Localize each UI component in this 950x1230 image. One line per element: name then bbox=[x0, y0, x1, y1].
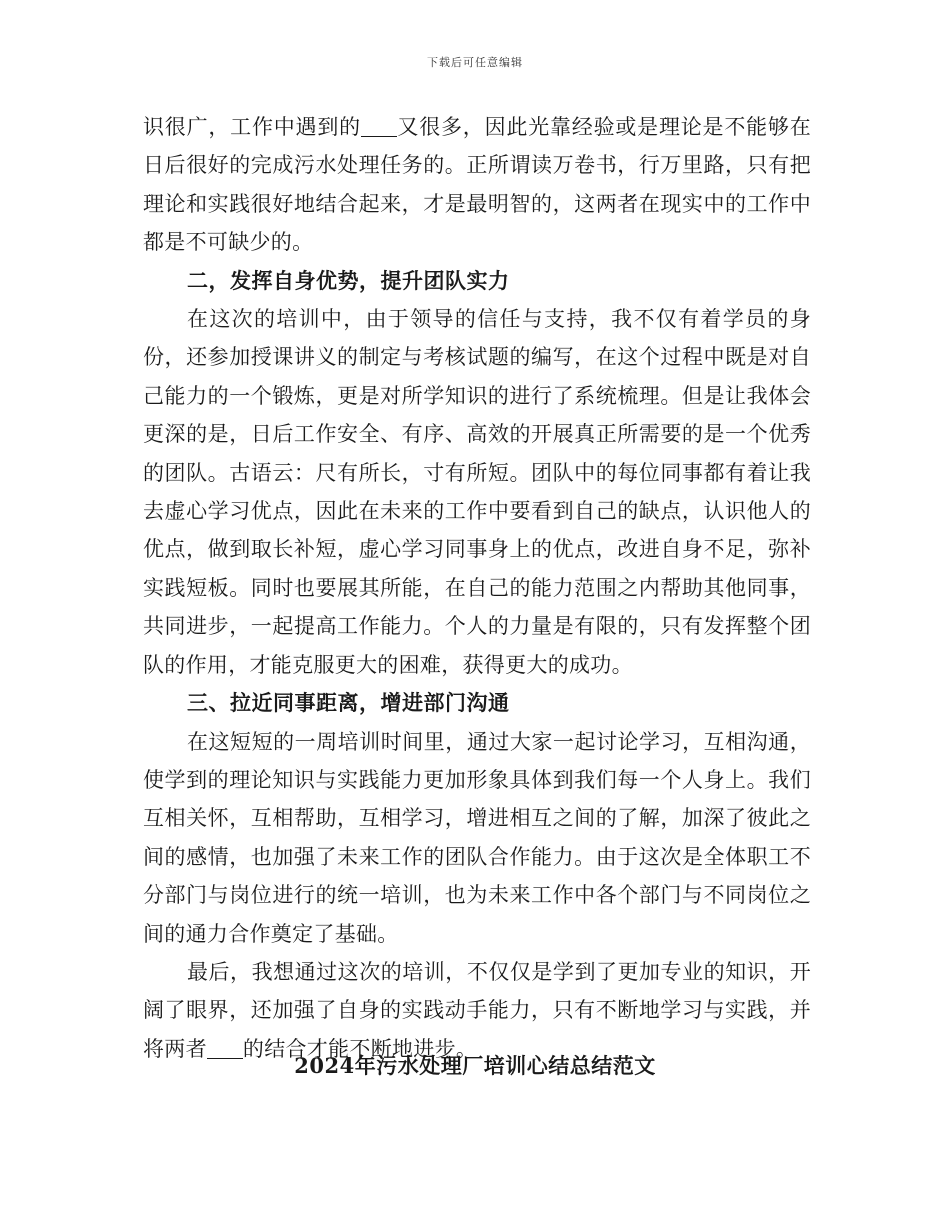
document-body bbox=[143, 108, 811, 1068]
paragraph-2: 在这次的培训中，由于领导的信任与支持，我不仅有着学员的身份，还参加授课讲义的制定与考核试题的编写，在这个过程中既是对自己能力的一个锻炼，更是对所学知识的进行了系统梳理。但是让我体会更深的是，日后工作安全、有序、高效的开展真正所需要的是一个优秀的团队。古语云：尺有所长，寸有所短。团队中的每位同事都有着让我去虚心学习优点，因此在未来的工作中要看到自己的缺点，认识他人的优点，做到取长补短，虚心学习同事身上的优点，改进自身不足，弥补实践短板。同时也要展其所能，在自己的能力范围之内帮助其他同事，共同进步，一起提高工作能力。个人的力量是有限的，只有发挥整个团队的作用，才能克服更大的困难，获得更大的成功。 bbox=[143, 307, 811, 677]
paragraph-1 bbox=[143, 108, 811, 262]
paragraph-1-text-a: 识很广，工作中遇到的 bbox=[143, 115, 361, 139]
document-title: 2024年污水处理厂培训心结总结范文 bbox=[294, 1053, 656, 1078]
fill-blank bbox=[361, 115, 397, 137]
header-note: 下载后可任意编辑 bbox=[427, 56, 523, 69]
section-heading-3: 三、拉近同事距离，增进部门沟通 bbox=[187, 690, 510, 716]
section-heading-2: 二，发挥自身优势，提升团队实力 bbox=[187, 267, 510, 293]
paragraph-3: 在这短短的一周培训时间里，通过大家一起讨论学习，互相沟通，使学到的理论知识与实践能力更加形象具体到我们每一个人身上。我们互相关怀，互相帮助，互相学习，增进相互之间的了解，加深了彼此之间的感情，也加强了未来工作的团队合作能力。由于这次是全体职工不分部门与岗位进行的统一培训，也为未来工作中各个部门与不同岗位之间的通力合作奠定了基础。 bbox=[143, 729, 811, 946]
paragraph-1-text-b: 又很多，因此光靠经验或是理论是不能够在日后很好的完成污水处理任务的。正所谓读万卷书，行万里路，只有把理论和实践很好地结合起来，才是最明智的，这两者在现实中的工作中都是不可缺少的。 bbox=[143, 115, 812, 255]
paragraph-4-text-a: 最后，我想通过这次的培训，不仅仅是学到了更加专业的知识，开阔了眼界，还加强了自身的实践动手能力，只有不断地学习与实践，并将两者 bbox=[143, 959, 811, 1061]
paragraph-4-text-b: 的结合才能不断地进步。 bbox=[242, 1036, 478, 1061]
